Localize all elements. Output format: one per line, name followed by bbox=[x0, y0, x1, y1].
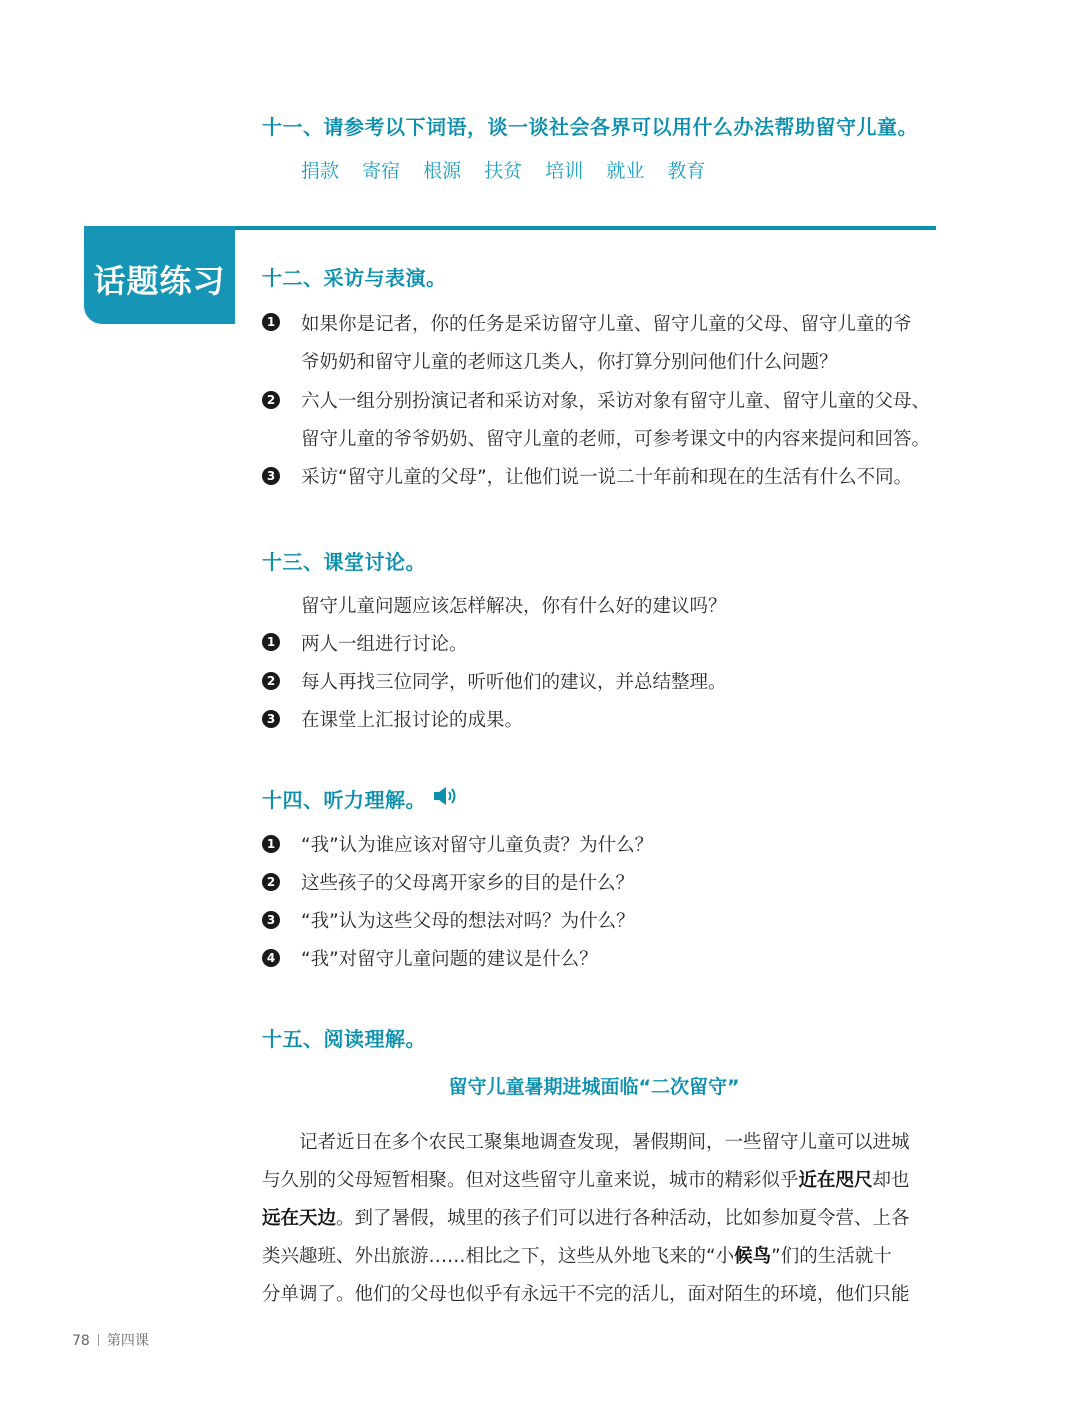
item-text: 留守儿童的爷爷奶奶、留守儿童的老师，可参考课文中的内容来提问和回答。 bbox=[301, 429, 931, 450]
item-text: 在课堂上汇报讨论的成果。 bbox=[301, 710, 524, 731]
item-number-badge: 1 bbox=[262, 633, 280, 651]
item-number-badge: 2 bbox=[262, 391, 280, 409]
item-text: 两人一组进行讨论。 bbox=[301, 634, 468, 655]
section-13-heading: 十三、课堂讨论。 bbox=[262, 550, 426, 574]
article-line: 记者近日在多个农民工聚集地调查发现，暑假期间，一些留守儿童可以进城 bbox=[262, 1132, 910, 1153]
tab-label: 话题练习 bbox=[93, 262, 226, 300]
item-number-badge: 2 bbox=[262, 873, 280, 891]
page-number: 78 bbox=[72, 1333, 90, 1349]
page-footer bbox=[72, 1330, 149, 1350]
speaker-icon[interactable] bbox=[433, 785, 459, 807]
article-text: ”们的生活就十 bbox=[771, 1246, 892, 1267]
item-text: 这些孩子的父母离开家乡的目的是什么？ bbox=[301, 873, 635, 894]
item-text: “我”认为这些父母的想法对吗？为什么？ bbox=[301, 911, 635, 932]
article-text: 却也 bbox=[872, 1170, 910, 1191]
article-line bbox=[262, 1166, 910, 1192]
word: 就业 bbox=[606, 160, 645, 182]
word: 扶贫 bbox=[484, 160, 523, 182]
section-12-heading: 十二、采访与表演。 bbox=[262, 266, 447, 290]
article-text: 。到了暑假，城里的孩子们可以进行各种活动，比如参加夏令营、上各 bbox=[336, 1208, 910, 1229]
item-number-badge: 4 bbox=[262, 949, 280, 967]
article-line: 分单调了。他们的父母也似乎有永远干不完的活儿，面对陌生的环境，他们只能 bbox=[262, 1284, 910, 1305]
vocabulary-words bbox=[301, 156, 722, 183]
item-number-badge: 1 bbox=[262, 313, 280, 331]
footer-divider bbox=[98, 1334, 99, 1346]
section-11-heading: 十一、请参考以下词语，谈一谈社会各界可以用什么办法帮助留守儿童。 bbox=[262, 115, 918, 139]
article-title: 留守儿童暑期进城面临“二次留守” bbox=[448, 1076, 740, 1098]
word: 培训 bbox=[545, 160, 584, 182]
item-text: 六人一组分别扮演记者和采访对象，采访对象有留守儿童、留守儿童的父母、 bbox=[301, 391, 931, 412]
vocab-highlight: 近在咫尺 bbox=[798, 1170, 873, 1191]
vocab-highlight: 远在天边 bbox=[262, 1208, 337, 1229]
word: 根源 bbox=[423, 160, 462, 182]
item-text: 爷奶奶和留守儿童的老师这几类人，你打算分别问他们什么问题？ bbox=[301, 352, 838, 373]
article-line bbox=[262, 1242, 892, 1268]
item-number-badge: 2 bbox=[262, 672, 280, 690]
word: 捐款 bbox=[301, 160, 340, 182]
item-text: 如果你是记者，你的任务是采访留守儿童、留守儿童的父母、留守儿童的爷 bbox=[301, 314, 912, 335]
word: 教育 bbox=[667, 160, 706, 182]
item-number-badge: 3 bbox=[262, 467, 280, 485]
item-number-badge: 1 bbox=[262, 835, 280, 853]
topic-practice-tab bbox=[84, 226, 235, 324]
vocab-highlight: 候鸟 bbox=[734, 1246, 772, 1267]
section-divider bbox=[234, 226, 936, 230]
article-text: 类兴趣班、外出旅游……相比之下，这些从外地飞来的“小 bbox=[262, 1246, 735, 1267]
item-text: “我”认为谁应该对留守儿童负责？为什么？ bbox=[301, 835, 654, 856]
item-text: 每人再找三位同学，听听他们的建议，并总结整理。 bbox=[301, 672, 727, 693]
word: 寄宿 bbox=[362, 160, 401, 182]
article-line bbox=[262, 1204, 910, 1230]
item-number-badge: 3 bbox=[262, 911, 280, 929]
item-text: 采访“留守儿童的父母”，让他们说一说二十年前和现在的生活有什么不同。 bbox=[301, 467, 913, 488]
section-14-heading: 十四、听力理解。 bbox=[262, 788, 426, 812]
article-text: 与久别的父母短暂相聚。但对这些留守儿童来说，城市的精彩似乎 bbox=[262, 1170, 799, 1191]
section-15-heading: 十五、阅读理解。 bbox=[262, 1027, 426, 1051]
item-text: “我”对留守儿童问题的建议是什么？ bbox=[301, 949, 598, 970]
discussion-intro: 留守儿童问题应该怎样解决，你有什么好的建议吗？ bbox=[301, 596, 727, 617]
lesson-label: 第四课 bbox=[106, 1333, 149, 1349]
item-number-badge: 3 bbox=[262, 710, 280, 728]
